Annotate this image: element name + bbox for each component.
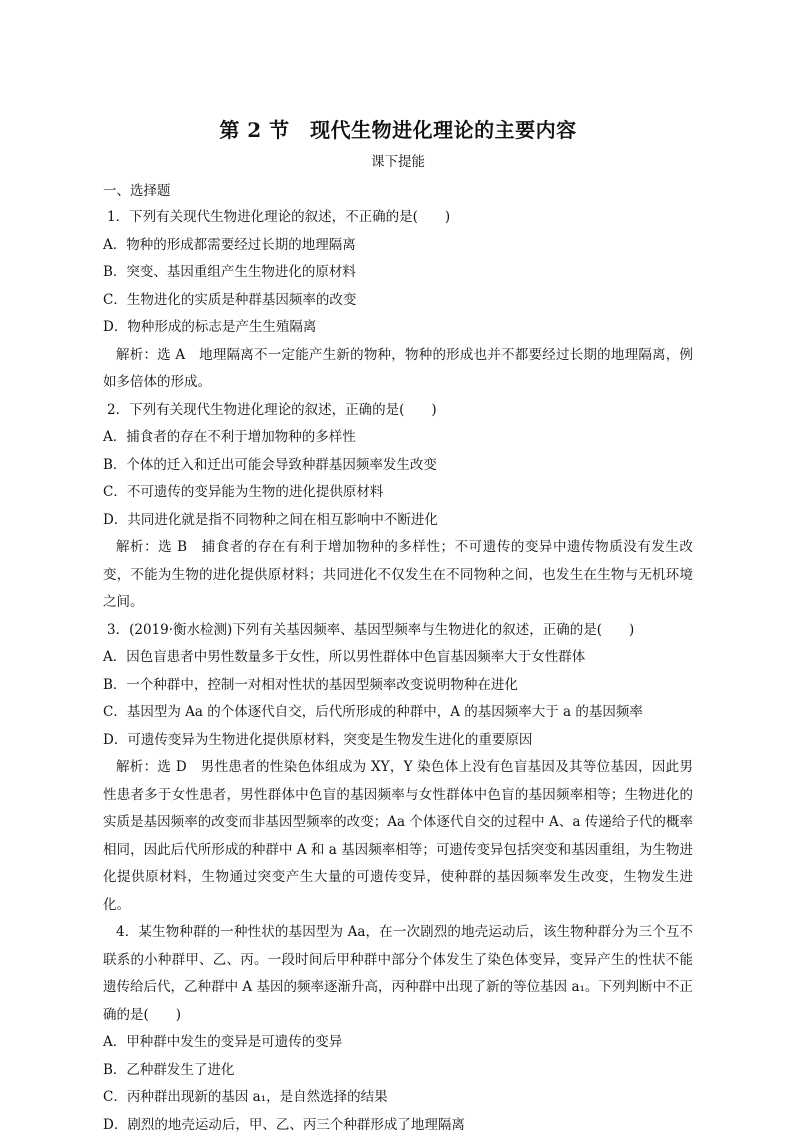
document-page: [103, 112, 693, 1139]
question-2-option-c: C．不可遗传的变异能为生物的进化提供原材料: [103, 479, 693, 507]
question-2-option-d: D．共同进化就是指不同物种之间在相互影响中不断进化: [103, 507, 693, 535]
question-2-option-b: B．个体的迁入和迁出可能会导致种群基因频率发生改变: [103, 452, 693, 480]
question-2-option-a: A．捕食者的存在不利于增加物种的多样性: [103, 424, 693, 452]
section-heading: 一、选择题: [103, 178, 693, 204]
question-4-stem: 4．某生物种群的一种性状的基因型为 Aa，在一次剧烈的地壳运动后，该生物种群分为三个互不联系的小种群甲、乙、丙。一段时间后甲种群中部分个体发生了染色体变异，变异产生的性状不能遗传给后代，乙种群中 A 基因的频率逐渐升高，丙种群中出现了新的等位基因 a₁。下列判断中不正确的是( ): [103, 919, 693, 1029]
question-1-option-a: A．物种的形成都需要经过长期的地理隔离: [103, 232, 693, 260]
question-3-option-b: B．一个种群中，控制一对相对性状的基因型频率改变说明物种在进化: [103, 672, 693, 700]
question-3-option-d: D．可遗传变异为生物进化提供原材料，突变是生物发生进化的重要原因: [103, 727, 693, 755]
question-3-option-a: A．因色盲患者中男性数量多于女性，所以男性群体中色盲基因频率大于女性群体: [103, 644, 693, 672]
question-1-stem: 1．下列有关现代生物进化理论的叙述，不正确的是( ): [103, 204, 693, 232]
question-3-option-c: C．基因型为 Aa 的个体逐代自交，后代所形成的种群中，A 的基因频率大于 a 的基因频率: [103, 699, 693, 727]
question-4-option-d: D．剧烈的地壳运动后，甲、乙、丙三个种群形成了地理隔离: [103, 1112, 693, 1139]
question-1-option-d: D．物种形成的标志是产生生殖隔离: [103, 314, 693, 342]
question-2-stem: 2．下列有关现代生物进化理论的叙述，正确的是( ): [103, 397, 693, 425]
page-subtitle: 课下提能: [103, 152, 693, 172]
question-1-option-c: C．生物进化的实质是种群基因频率的改变: [103, 287, 693, 315]
question-1-analysis: 解析：选 A 地理隔离不一定能产生新的物种，物种的形成也并不都要经过长期的地理隔离，例如多倍体的形成。: [103, 342, 693, 397]
question-4-option-a: A．甲种群中发生的变异是可遗传的变异: [103, 1029, 693, 1057]
question-3-analysis: 解析：选 D 男性患者的性染色体组成为 XY，Y 染色体上没有色盲基因及其等位基因，因此男性患者多于女性患者，男性群体中色盲的基因频率与女性群体中色盲的基因频率相等；生物进化的实质是基因频率的改变而非基因型频率的改变；Aa 个体逐代自交的过程中 A、a 传递给子代的概率相同，因此后代所形成的种群中 A 和 a 基因频率相等；可遗传变异包括突变和基因重组，为生物进化提供原材料，生物通过突变产生大量的可遗传变异，使种群的基因频率发生改变，生物发生进化。: [103, 754, 693, 919]
page-title: 第 2 节 现代生物进化理论的主要内容: [103, 116, 693, 144]
question-4-option-b: B．乙种群发生了进化: [103, 1057, 693, 1085]
question-3-stem: 3．(2019·衡水检测)下列有关基因频率、基因型频率与生物进化的叙述，正确的是( ): [103, 617, 693, 645]
question-4-option-c: C．丙种群出现新的基因 a₁，是自然选择的结果: [103, 1084, 693, 1112]
question-2-analysis: 解析：选 B 捕食者的存在有利于增加物种的多样性；不可遗传的变异中遗传物质没有发生改变，不能为生物的进化提供原材料；共同进化不仅发生在不同物种之间，也发生在生物与无机环境之间。: [103, 534, 693, 617]
question-1-option-b: B．突变、基因重组产生生物进化的原材料: [103, 259, 693, 287]
